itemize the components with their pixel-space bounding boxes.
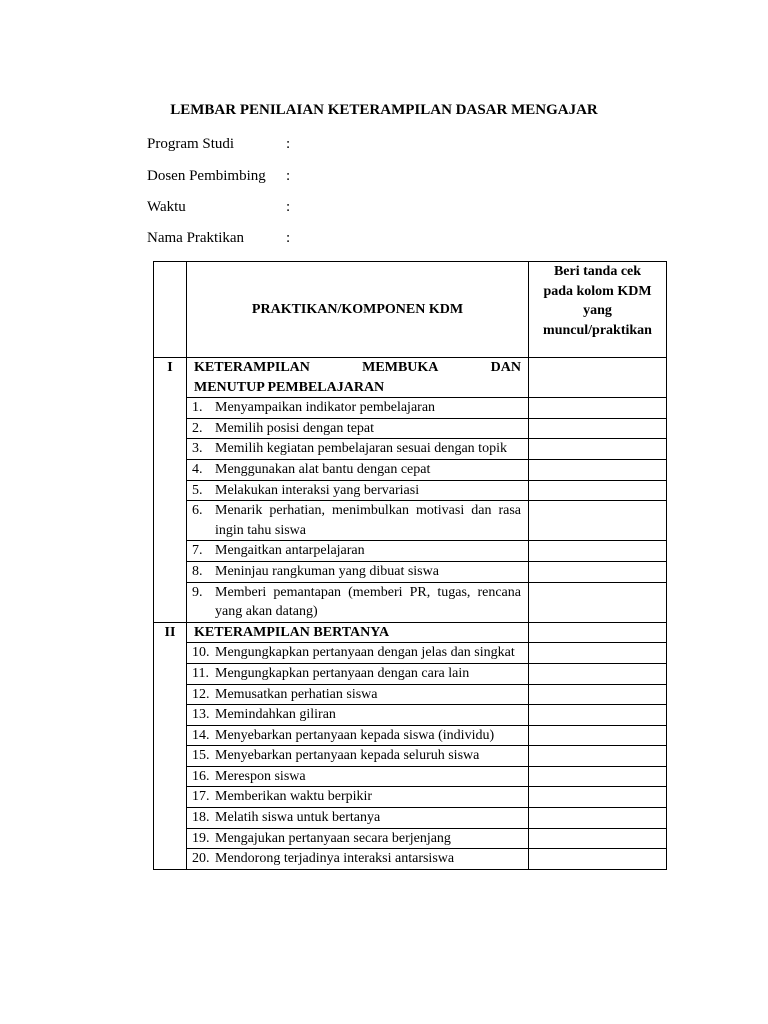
header-check-line: muncul/praktikan: [543, 322, 652, 338]
item-text: Meninjau rangkuman yang dibuat siswa: [215, 563, 439, 579]
section-number-cell: [154, 561, 187, 582]
section-number-cell: [154, 766, 187, 787]
item-cell: [187, 541, 529, 562]
item-cell: [187, 746, 529, 767]
check-cell[interactable]: [529, 439, 667, 460]
check-cell[interactable]: [529, 828, 667, 849]
check-cell[interactable]: [529, 684, 667, 705]
section-title-line2: MENUTUP PEMBELAJARAN: [194, 379, 385, 395]
item-text: Memusatkan perhatian siswa: [215, 686, 378, 702]
table-row: [154, 725, 667, 746]
table-row: [154, 766, 667, 787]
section-number-cell: [154, 849, 187, 870]
item-text: Mendorong terjadinya interaksi antarsiswa: [215, 851, 455, 867]
item-number: 18.: [192, 810, 210, 826]
item-text: Merespon siswa: [215, 768, 306, 784]
item-cell: [187, 828, 529, 849]
table-row: [154, 663, 667, 684]
section-row: [154, 622, 667, 643]
section-number-cell: [154, 480, 187, 501]
table-row: [154, 541, 667, 562]
item-cell: [187, 705, 529, 726]
item-text: Mengungkapkan pertanyaan dengan cara lain: [215, 665, 470, 681]
item-number: 2.: [192, 420, 203, 436]
section-number-cell: [154, 643, 187, 664]
field-label: Nama Praktikan: [147, 230, 245, 246]
item-number: 7.: [192, 543, 203, 559]
item-text: Menyebarkan pertanyaan kepada siswa (individu): [215, 727, 495, 743]
table-row: [154, 684, 667, 705]
section-number: II: [154, 622, 187, 643]
item-number: 19.: [192, 830, 210, 846]
item-cell: [187, 725, 529, 746]
check-cell[interactable]: [529, 622, 667, 643]
table-row: [154, 582, 667, 622]
item-number: 8.: [192, 563, 203, 579]
item-cell: [187, 849, 529, 870]
item-number: 15.: [192, 748, 210, 764]
item-number: 5.: [192, 482, 203, 498]
item-text: Memberi pemantapan (memberi PR, tugas, rencana yang akan datang): [215, 584, 521, 620]
item-cell: [187, 480, 529, 501]
item-text: Memilih kegiatan pembelajaran sesuai dengan topik: [215, 441, 507, 457]
section-number-cell: [154, 418, 187, 439]
item-text: Memilih posisi dengan tepat: [215, 420, 375, 436]
item-number: 16.: [192, 768, 210, 784]
item-cell: [187, 561, 529, 582]
section-title-word: MEMBUKA: [362, 360, 439, 375]
item-cell: [187, 643, 529, 664]
check-cell[interactable]: [529, 725, 667, 746]
item-text: Menarik perhatian, menimbulkan motivasi dan rasa ingin tahu siswa: [215, 503, 521, 538]
header-check-instruction: [529, 262, 667, 358]
section-number-cell: [154, 439, 187, 460]
section-title: [187, 358, 529, 398]
check-cell[interactable]: [529, 808, 667, 829]
section-title-word: DAN: [490, 360, 521, 375]
section-number: I: [154, 358, 187, 398]
item-text: Menyampaikan indikator pembelajaran: [215, 400, 436, 416]
item-text: Mengaitkan antarpelajaran: [215, 543, 365, 559]
item-text: Menyebarkan pertanyaan kepada seluruh siswa: [215, 748, 480, 764]
document-title: LEMBAR PENILAIAN KETERAMPILAN DASAR MENGAJAR: [170, 102, 598, 118]
section-number-cell: [154, 663, 187, 684]
item-number: 11.: [192, 665, 209, 681]
item-cell: [187, 582, 529, 622]
item-cell: [187, 459, 529, 480]
item-number: 10.: [192, 645, 210, 661]
check-cell[interactable]: [529, 582, 667, 622]
item-cell: [187, 439, 529, 460]
item-cell: [187, 418, 529, 439]
check-cell[interactable]: [529, 480, 667, 501]
assessment-table: [153, 261, 667, 870]
section-number-cell: [154, 398, 187, 419]
check-cell[interactable]: [529, 459, 667, 480]
section-row: [154, 358, 667, 398]
header-number-cell: [154, 262, 187, 358]
table-row: [154, 418, 667, 439]
item-text: Mengungkapkan pertanyaan dengan jelas dan singkat: [215, 645, 515, 661]
item-number: 4.: [192, 461, 203, 477]
table-row: [154, 849, 667, 870]
table-row: [154, 828, 667, 849]
item-text: Melakukan interaksi yang bervariasi: [215, 482, 420, 498]
item-number: 9.: [192, 584, 203, 600]
section-number-cell: [154, 725, 187, 746]
header-component: PRAKTIKAN/KOMPONEN KDM: [187, 262, 529, 358]
item-cell: [187, 501, 529, 541]
check-cell[interactable]: [529, 849, 667, 870]
item-text: Mengajukan pertanyaan secara berjenjang: [215, 830, 451, 846]
item-number: 12.: [192, 686, 210, 702]
header-check-line: Beri tanda cek: [553, 264, 642, 279]
table-row: [154, 480, 667, 501]
item-number: 14.: [192, 727, 210, 743]
field-label: Waktu: [147, 199, 186, 215]
table-row: [154, 746, 667, 767]
header-check-line: pada kolom KDM: [543, 283, 652, 299]
item-cell: [187, 808, 529, 829]
table-row: [154, 808, 667, 829]
check-cell[interactable]: [529, 787, 667, 808]
item-cell: [187, 766, 529, 787]
table-row: [154, 705, 667, 726]
item-text: Memindahkan giliran: [215, 707, 336, 723]
check-cell[interactable]: [529, 643, 667, 664]
field-nama-praktikan: [147, 228, 290, 248]
item-text: Melatih siswa untuk bertanya: [215, 810, 381, 826]
table-row: [154, 787, 667, 808]
section-number-cell: [154, 582, 187, 622]
table-row: [154, 643, 667, 664]
table-header-row: [154, 262, 667, 358]
field-program-studi: [147, 134, 290, 154]
field-label: Program Studi: [147, 136, 235, 152]
section-number-cell: [154, 787, 187, 808]
check-cell[interactable]: [529, 418, 667, 439]
check-cell[interactable]: [529, 358, 667, 398]
field-colon: :: [286, 168, 291, 184]
table-row: [154, 501, 667, 541]
section-number-cell: [154, 808, 187, 829]
table-row: [154, 459, 667, 480]
item-cell: [187, 398, 529, 419]
section-number-cell: [154, 501, 187, 541]
item-number: 20.: [192, 851, 210, 867]
field-dosen-pembimbing: [147, 166, 290, 186]
item-text: Menggunakan alat bantu dengan cepat: [215, 461, 431, 477]
check-cell[interactable]: [529, 561, 667, 582]
header-check-line: yang: [583, 303, 612, 319]
check-cell[interactable]: [529, 746, 667, 767]
field-colon: :: [286, 230, 291, 246]
field-label: Dosen Pembimbing: [147, 168, 266, 184]
item-number: 1.: [192, 400, 203, 416]
item-text: Memberikan waktu berpikir: [215, 789, 373, 805]
field-waktu: [147, 197, 290, 217]
check-cell[interactable]: [529, 541, 667, 562]
section-number-cell: [154, 684, 187, 705]
section-number-cell: [154, 828, 187, 849]
check-cell[interactable]: [529, 663, 667, 684]
check-cell[interactable]: [529, 766, 667, 787]
item-number: 3.: [192, 441, 203, 457]
section-number-cell: [154, 541, 187, 562]
section-number-cell: [154, 746, 187, 767]
item-number: 13.: [192, 707, 210, 723]
check-cell[interactable]: [529, 501, 667, 541]
section-title: KETERAMPILAN BERTANYA: [187, 622, 529, 643]
table-row: [154, 439, 667, 460]
item-cell: [187, 787, 529, 808]
section-number-cell: [154, 459, 187, 480]
item-cell: [187, 663, 529, 684]
field-colon: :: [286, 136, 291, 152]
table-row: [154, 561, 667, 582]
check-cell[interactable]: [529, 705, 667, 726]
item-number: 6.: [192, 503, 203, 519]
table-row: [154, 398, 667, 419]
section-title-word: KETERAMPILAN: [194, 360, 310, 375]
check-cell[interactable]: [529, 398, 667, 419]
field-colon: :: [286, 199, 291, 215]
section-number-cell: [154, 705, 187, 726]
item-number: 17.: [192, 789, 210, 805]
item-cell: [187, 684, 529, 705]
